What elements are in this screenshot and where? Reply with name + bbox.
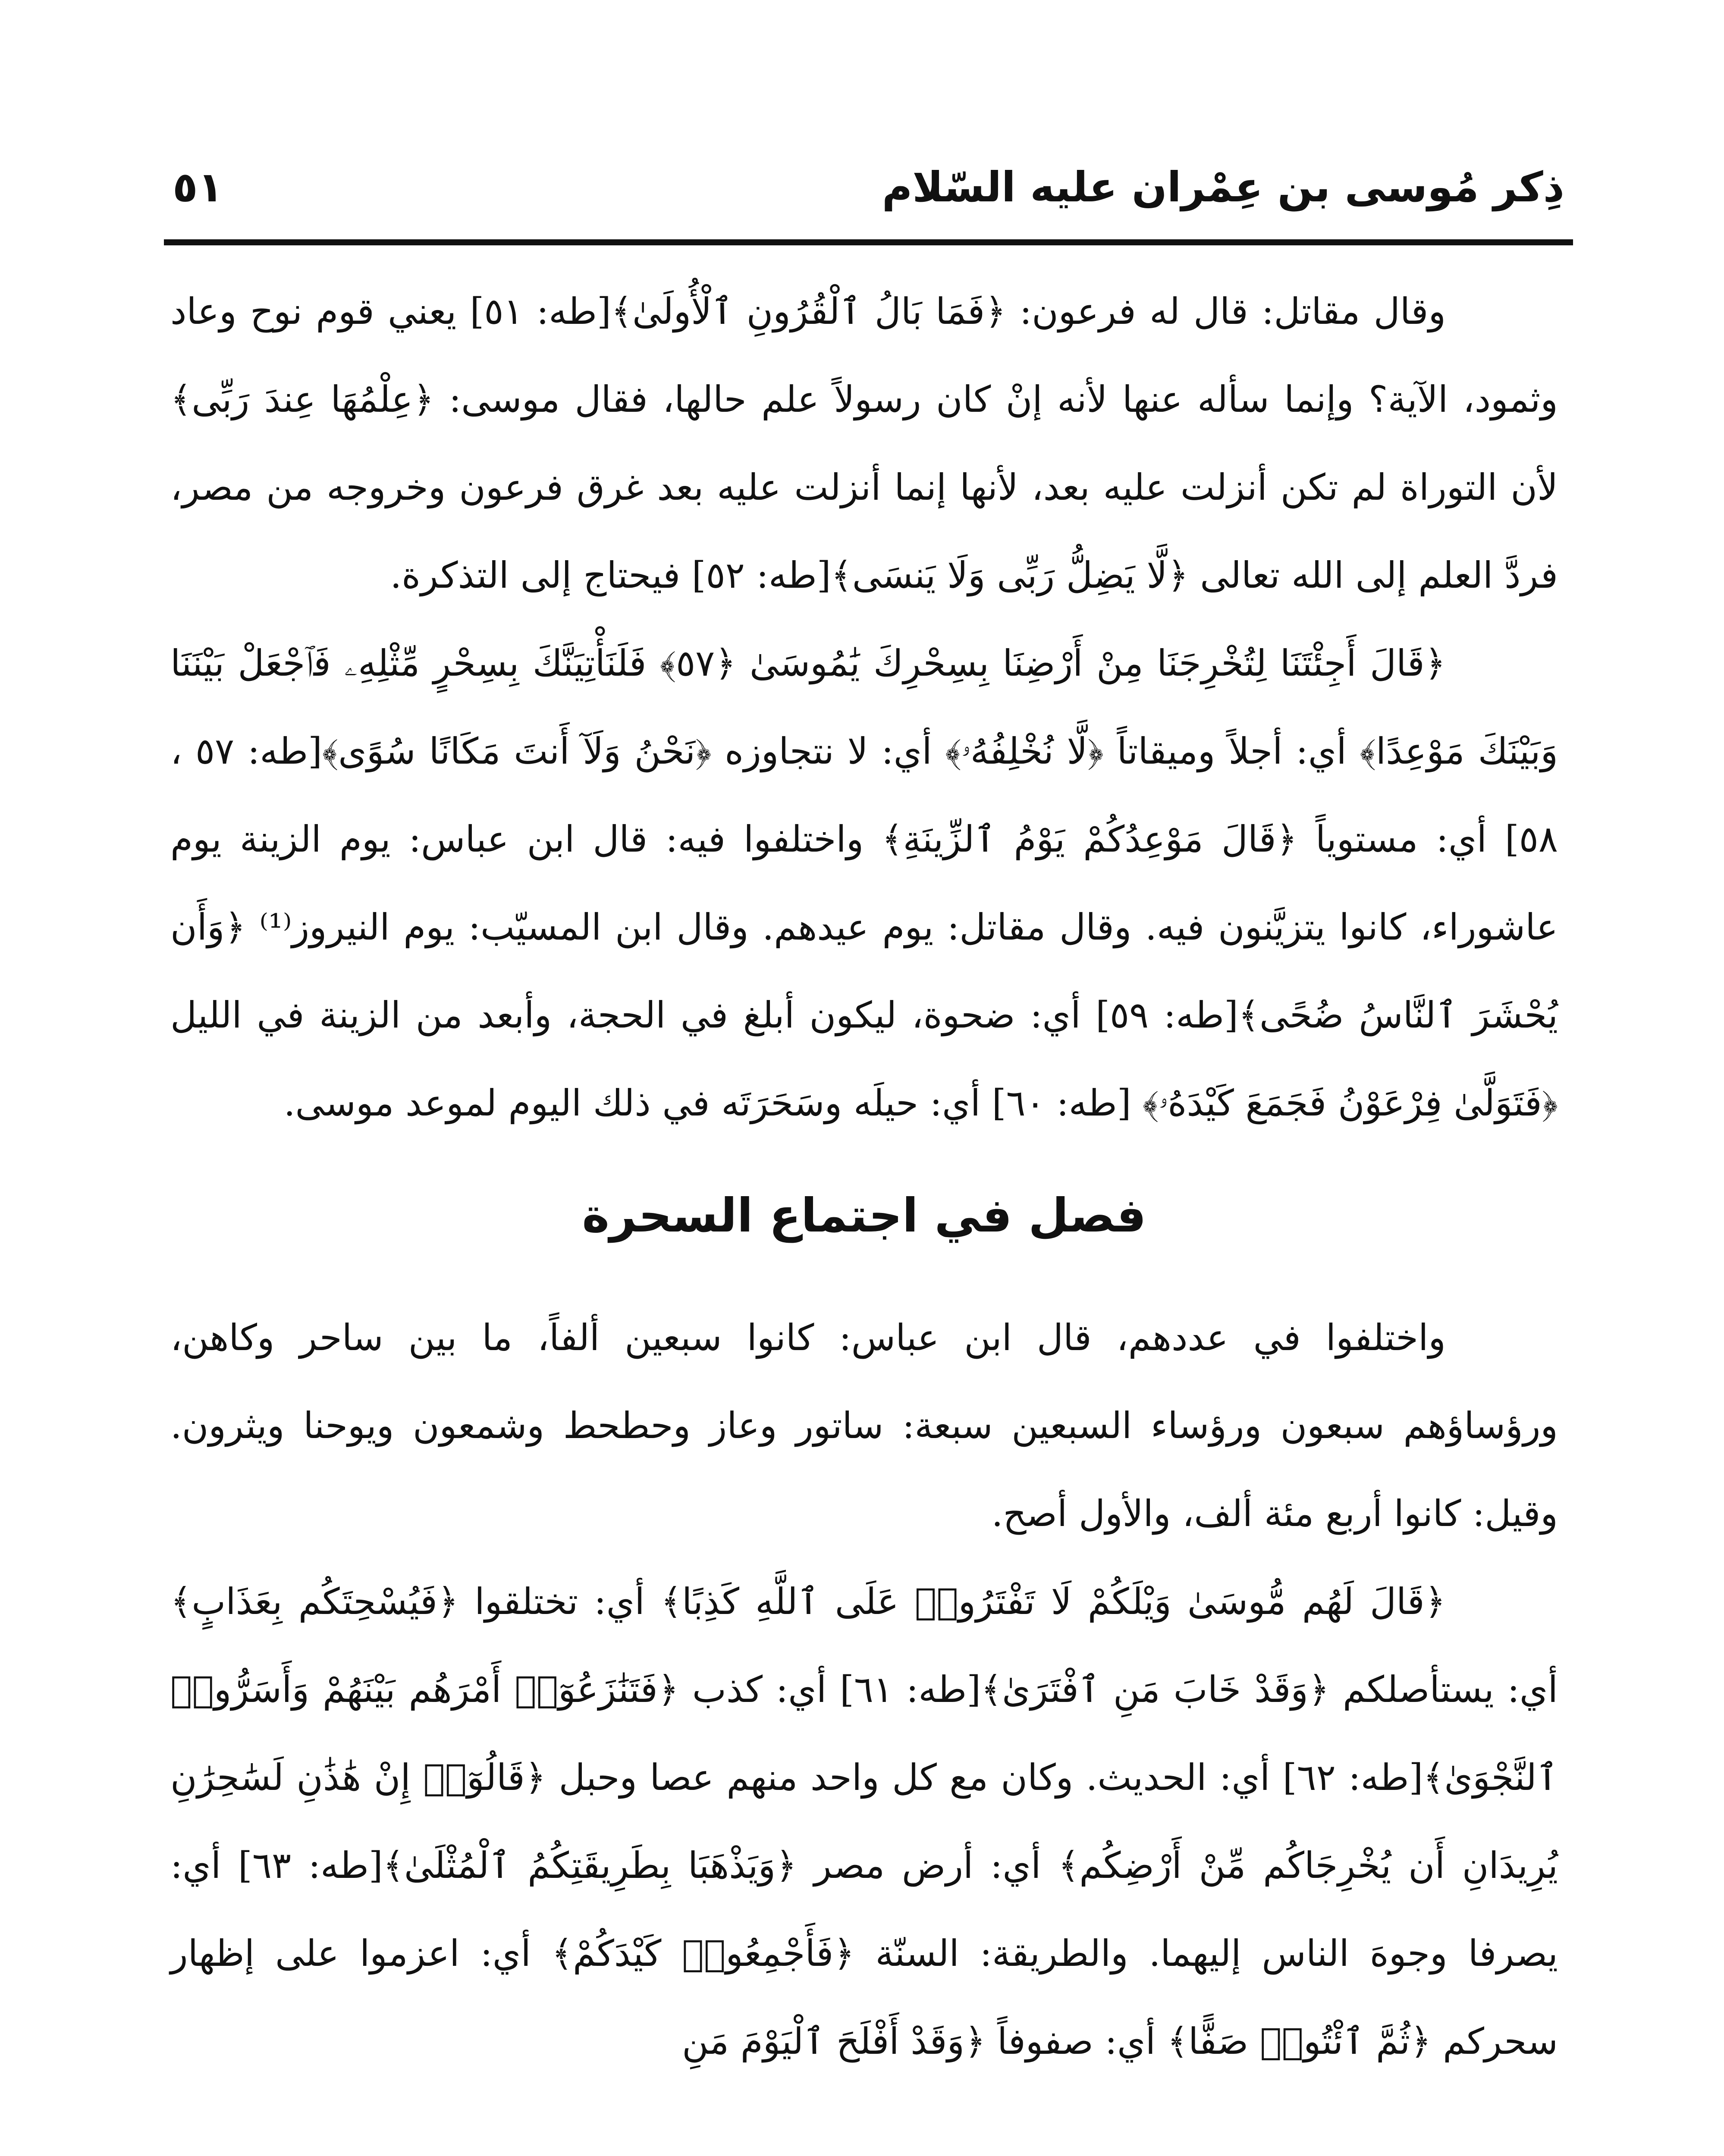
page-header: [173, 125, 1564, 211]
paragraph: واختلفوا في عددهم، قال ابن عباس: كانوا سبعين ألفاً، ما بين ساحر وكاهن، ورؤساؤهم سبعون ورؤساء السبعين سبعة: ساتور وعاز وحطحط وشمعون ويوحنا ويثرون. وقيل: كانوا أربع مئة ألف، والأول أصح.: [170, 1316, 1558, 1535]
header-rule: [164, 239, 1573, 245]
running-title: ذِكر مُوسى بن عِمْران عليه السّلام: [882, 163, 1564, 211]
paragraph: ﴿قَالَ لَهُم مُّوسَىٰ وَيْلَكُمْ لَا تَفْتَرُوا۟ عَلَى ٱللَّهِ كَذِبًا﴾ أي: تختلقوا ﴿فَيُسْحِتَكُم بِعَذَابٍ﴾ أي: يستأصلكم ﴿وَقَدْ خَابَ مَنِ ٱفْتَرَىٰ﴾[طه: ٦١] أي: كذب ﴿فَتَنَٰزَعُوٓا۟ أَمْرَهُم بَيْنَهُمْ وَأَسَرُّوا۟ ٱلنَّجْوَىٰ﴾[طه: ٦٢] أي: الحديث. وكان مع كل واحد منهم عصا وحبل ﴿قَالُوٓا۟ إِنْ هَٰذَٰنِ لَسَٰحِرَٰنِ يُرِيدَانِ أَن يُخْرِجَاكُم مِّنْ أَرْضِكُم﴾ أي: أرض مصر ﴿وَيَذْهَبَا بِطَرِيقَتِكُمُ ٱلْمُثْلَىٰ﴾[طه: ٦٣] أي: يصرفا وجوهَ الناس إليهما. والطريقة: السنّة ﴿فَأَجْمِعُوا۟ كَيْدَكُمْ﴾ أي: اعزموا على إظهار سحركم ﴿ثُمَّ ٱئْتُوا۟ صَفًّا﴾ أي: صفوفاً ﴿وَقَدْ أَفْلَحَ ٱلْيَوْمَ مَنِ: [170, 1580, 1558, 2062]
section-heading: فصل في اجتماع السحرة: [582, 1189, 1146, 1243]
paragraph: ﴿قَالَ أَجِئْتَنَا لِتُخْرِجَنَا مِنْ أَرْضِنَا بِسِحْرِكَ يَٰمُوسَىٰ ﴿٥٧﴾ فَلَنَأْتِيَنَّكَ بِسِحْرٍ مِّثْلِهِۦ فَٱجْعَلْ بَيْنَنَا وَبَيْنَكَ مَوْعِدًا﴾ أي: أجلاً وميقاتاً ﴿لَّا نُخْلِفُهُۥ﴾ أي: لا نتجاوزه ﴿نَحْنُ وَلَآ أَنتَ مَكَانًا سُوًى﴾[طه: ٥٧ ، ٥٨] أي: مستوياً ﴿قَالَ مَوْعِدُكُمْ يَوْمُ ٱلزِّينَةِ﴾ واختلفوا فيه: قال ابن عباس: يوم الزينة يوم عاشوراء، كانوا يتزيَّنون فيه. وقال مقاتل: يوم عيدهم. وقال ابن المسيّب: يوم النيروز⁽¹⁾ ﴿وَأَن يُحْشَرَ ٱلنَّاسُ ضُحًى﴾[طه: ٥٩] أي: ضحوة، ليكون أبلغ في الحجة، وأبعد من الزينة في الليل ﴿فَتَوَلَّىٰ فِرْعَوْنُ فَجَمَعَ كَيْدَهُۥ﴾ [طه: ٦٠] أي: حيلَه وسَحَرَتَه في ذلك اليوم لموعد موسى.: [170, 642, 1558, 1124]
page-number: ٥١: [173, 163, 223, 211]
paragraph: وقال مقاتل: قال له فرعون: ﴿فَمَا بَالُ ٱلْقُرُونِ ٱلْأُولَىٰ﴾[طه: ٥١] يعني قوم نوح وعاد وثمود، الآية؟ وإنما سأله عنها لأنه إنْ كان رسولاً علم حالها، فقال موسى: ﴿عِلْمُهَا عِندَ رَبِّى﴾ لأن التوراة لم تكن أنزلت عليه بعد، لأنها إنما أنزلت عليه بعد غرق فرعون وخروجه من مصر، فردَّ العلم إلى الله تعالى ﴿لَّا يَضِلُّ رَبِّى وَلَا يَنسَى﴾[طه: ٥٢] فيحتاج إلى التذكرة.: [170, 290, 1558, 596]
main-text: [170, 267, 1558, 2085]
